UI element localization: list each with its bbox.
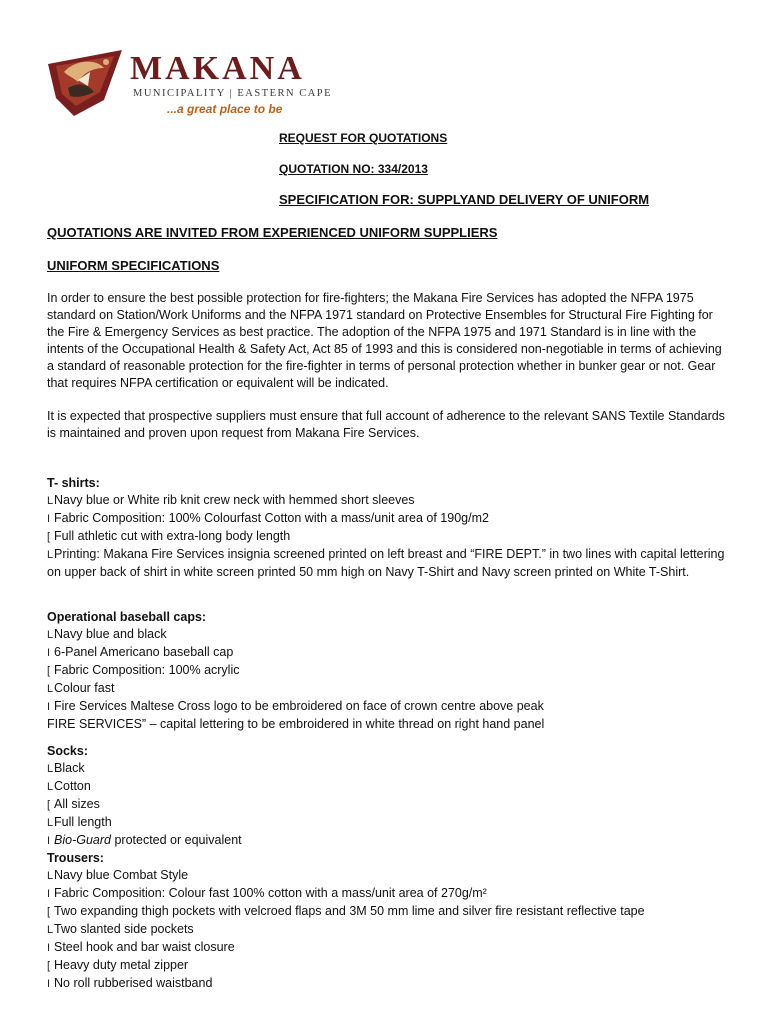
bullet-marker: I — [47, 835, 51, 847]
list-item: LNavy blue or White rib knit crew neck with hemmed short sleeves — [47, 492, 737, 510]
uniform-specs-heading: UNIFORM SPECIFICATIONS — [47, 258, 220, 273]
tshirts-section — [47, 475, 737, 581]
list-item: [ Heavy duty metal zipper — [47, 957, 737, 975]
bullet-marker: I — [47, 942, 51, 954]
bullet-marker: L — [47, 763, 54, 775]
list-item: I Bio-Guard protected or equivalent — [47, 832, 737, 850]
list-item: I 6-Panel Americano baseball cap — [47, 644, 737, 662]
socks-title: Socks: — [47, 744, 88, 758]
list-item: LPrinting: Makana Fire Services insignia screened printed on left breast and “FIRE DEPT.” in two lines with capital lettering on upper back of shirt in white screen printed 50 mm high on Navy T-Shirt and Navy screen printed on White T-Shirt. — [47, 547, 725, 579]
list-item: LCotton — [47, 778, 737, 796]
adherence-paragraph: It is expected that prospective suppliers must ensure that full account of adherence to the relevant SANS Textile Standards is maintained and proven upon request from Makana Fire Services. — [47, 409, 725, 440]
list-item: [ Two expanding thigh pockets with velcroed flaps and 3M 50 mm lime and silver fire resistant reflective tape — [47, 903, 737, 921]
list-item: I Steel hook and bar waist closure — [47, 939, 737, 957]
logo-tagline: ...a great place to be — [167, 102, 283, 116]
list-item: [ All sizes — [47, 796, 737, 814]
list-item: I Fabric Composition: Colour fast 100% cotton with a mass/unit area of 270g/m² — [47, 885, 737, 903]
list-item: [ Fabric Composition: 100% acrylic — [47, 662, 737, 680]
tshirts-title: T- shirts: — [47, 476, 100, 490]
quotation-number: QUOTATION NO: 334/2013 — [279, 162, 428, 176]
list-item: LBlack — [47, 760, 737, 778]
bullet-marker: L — [47, 870, 54, 882]
logo-name: MAKANA — [130, 50, 305, 87]
list-item: [ Full athletic cut with extra-long body length — [47, 528, 737, 546]
bullet-marker: I — [47, 647, 51, 659]
list-item: I No roll rubberised waistband — [47, 975, 737, 993]
socks-section — [47, 743, 737, 993]
bullet-marker: L — [47, 495, 54, 507]
bullet-marker: [ — [47, 960, 51, 972]
specification-heading: SPECIFICATION FOR: SUPPLYAND DELIVERY OF UNIFORM — [279, 192, 650, 207]
caps-title: Operational baseball caps: — [47, 610, 207, 624]
bullet-marker: [ — [47, 531, 51, 543]
list-item: LTwo slanted side pockets — [47, 921, 737, 939]
logo-subtitle: MUNICIPALITY | EASTERN CAPE — [133, 88, 333, 99]
trousers-title: Trousers: — [47, 851, 104, 865]
intro-paragraph: In order to ensure the best possible protection for fire-fighters; the Makana Fire Services has adopted the NFPA 1975 standard on Station/Work Uniforms and the NFPA 1971 standard on Protective Ensembles for Structural Fire Fighting for the Fire & Emergency Services as best practice. The adoption of the NFPA 1975 and 1971 Standard is in line with the intents of the Occupational Health & Safety Act, Act 85 of 1993 and this is considered non-negotiable in terms of achieving a standard of reasonable protection for the fire-fighter in terms of personal protection whether in bunker gear or not. Gear that requires NFPA certification or equivalent will be indicated. — [47, 291, 722, 390]
makana-emblem-icon — [44, 42, 126, 120]
bullet-marker: L — [47, 629, 54, 641]
list-item: LColour fast — [47, 680, 737, 698]
bullet-marker: [ — [47, 906, 51, 918]
bullet-marker: I — [47, 513, 51, 525]
request-heading: REQUEST FOR QUOTATIONS — [279, 131, 448, 145]
list-item: LNavy blue Combat Style — [47, 867, 737, 885]
bullet-marker: L — [47, 683, 54, 695]
bullet-marker: L — [47, 817, 54, 829]
invited-heading: QUOTATIONS ARE INVITED FROM EXPERIENCED UNIFORM SUPPLIERS — [47, 225, 498, 240]
list-item: LNavy blue and black — [47, 626, 737, 644]
list-item: I Fabric Composition: 100% Colourfast Cotton with a mass/unit area of 190g/m2 — [47, 510, 737, 528]
makana-logo — [44, 42, 344, 120]
bullet-marker: I — [47, 978, 51, 990]
bullet-marker: L — [47, 549, 54, 561]
caps-section — [47, 609, 737, 733]
bullet-marker: [ — [47, 665, 51, 677]
bullet-marker: L — [47, 924, 54, 936]
bullet-marker: I — [47, 888, 51, 900]
bullet-marker: [ — [47, 799, 51, 811]
bullet-marker: L — [47, 781, 54, 793]
caps-continuation: FIRE SERVICES” – capital lettering to be embroidered in white thread on right hand panel — [47, 717, 545, 731]
list-item: I Fire Services Maltese Cross logo to be embroidered on face of crown centre above peak — [47, 698, 737, 716]
list-item: LFull length — [47, 814, 737, 832]
bullet-marker: I — [47, 701, 51, 713]
